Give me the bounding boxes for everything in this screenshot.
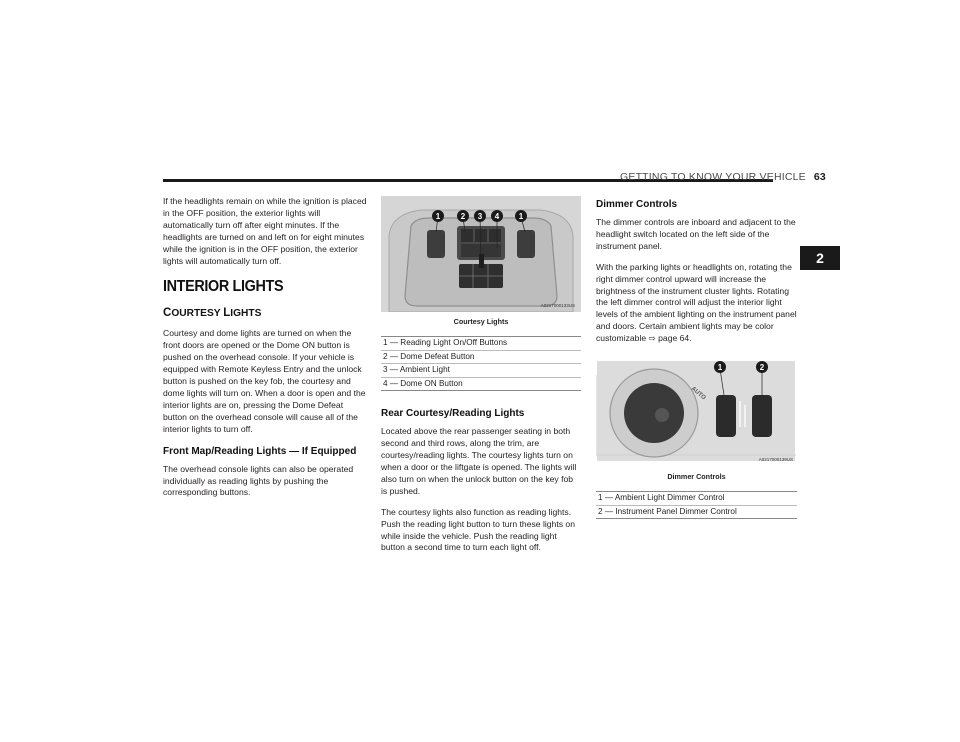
callout-4: 4 xyxy=(494,212,500,221)
legend-item: 1 — Ambient Light Dimmer Control xyxy=(596,492,797,506)
callout-1-left: 1 xyxy=(435,212,441,221)
dimmer-legend xyxy=(596,491,797,519)
legend-item: 1 — Reading Light On/Off Buttons xyxy=(381,337,581,351)
heading-rear-courtesy: Rear Courtesy/Reading Lights xyxy=(381,408,525,420)
legend-item: 2 — Instrument Panel Dimmer Control xyxy=(598,506,737,516)
column-3 xyxy=(596,196,797,529)
dimmer-controls-illustration xyxy=(596,355,797,467)
chapter-tab: 2 xyxy=(800,246,840,270)
courtesy-lights-figure xyxy=(381,196,581,312)
courtesy-paragraph: Courtesy and dome lights are turned on when the front doors are opened or the Dome ON button is pushed on the overhead console. If your vehicle is equipped with Remote Keyless Entry and the unlock button is pushed on the key fob, the courtesy and dome lights will turn on. When a door is open and the interior lights are on, pressing the Dome Defeat button on the overhead console will cause all of the interior lights to turn off. xyxy=(163,328,366,434)
column-2 xyxy=(381,196,581,563)
dimmer-paragraph-1: The dimmer controls are inboard and adjacent to the headlight switch located on the left side of the instrument panel. xyxy=(596,217,796,251)
auto-label: AUTO xyxy=(689,385,707,402)
heading-front-map-lights: Front Map/Reading Lights — If Equipped xyxy=(163,445,357,457)
courtesy-legend xyxy=(381,336,581,391)
figure-id: A0217000133US xyxy=(540,303,575,308)
callout-3: 3 xyxy=(477,212,483,221)
heading-interior-lights: INTERIOR LIGHTS xyxy=(163,278,284,296)
dimmer-controls-figure xyxy=(596,355,797,467)
reading-light-button-right xyxy=(517,230,535,258)
running-head xyxy=(620,170,826,184)
legend-item: 4 — Dome ON Button xyxy=(383,378,463,388)
page-reference-icon: ⇨ xyxy=(648,333,656,344)
rear-paragraph-1: Located above the rear passenger seating in both second and third rows, along the trim, are courtesy/reading lights. The courtesy lights turn on when a door or the liftgate is opened. The lights will also turn on when the unlock button on the key fob is pushed. xyxy=(381,426,577,496)
dimmer-figure-id: A0217000139US xyxy=(758,457,793,463)
headlight-switch-knob xyxy=(624,383,684,443)
dimmer-callout-1: 1 xyxy=(717,363,723,373)
intro-paragraph: If the headlights remain on while the ignition is placed in the OFF position, the exterior lights will automatically turn off after eight minutes. If the headlights are turned on and left on for eight minutes while the ignition is in the OFF position, the exterior lights will automatically turn off. xyxy=(163,196,367,266)
callout-2: 2 xyxy=(460,212,466,221)
section-title: GETTING TO KNOW YOUR VEHICLE xyxy=(620,171,806,183)
callout-1-right: 1 xyxy=(518,212,524,221)
legend-item: 2 — Dome Defeat Button xyxy=(381,351,581,365)
overhead-console-illustration xyxy=(381,196,581,312)
panel-dimmer-wheel xyxy=(752,395,772,437)
page-number: 63 xyxy=(813,171,826,183)
figure-caption: Courtesy Lights xyxy=(453,317,509,326)
rear-paragraph-2: The courtesy lights also function as reading lights. Push the reading light button to turn these lights on while inside the vehicle. Push the reading light button a second time to turn each light off. xyxy=(381,506,575,553)
reading-light-button-left xyxy=(427,230,445,258)
column-1 xyxy=(163,196,367,508)
legend-item: 3 — Ambient Light xyxy=(381,364,581,378)
dimmer-figure-caption: Dimmer Controls xyxy=(667,472,726,482)
dimmer-paragraph-2: With the parking lights or headlights on, rotating the right dimmer control upward will increase the brightness of the instrument cluster lights. Rotating the left dimmer control will adjust the interior light levels of the ambient lighting on the instrument panel and doors. Certain ambient lights may be color customizable ⇨ page 64. xyxy=(596,261,797,344)
heading-courtesy-lights: COURTESY LIGHTS xyxy=(163,307,262,320)
ambient-dimmer-wheel xyxy=(716,395,736,437)
dimmer-callout-2: 2 xyxy=(759,363,765,373)
heading-dimmer-controls: Dimmer Controls xyxy=(596,199,678,210)
front-map-paragraph: The overhead console lights can also be operated individually as reading lights by pushing the corresponding buttons. xyxy=(163,463,354,498)
